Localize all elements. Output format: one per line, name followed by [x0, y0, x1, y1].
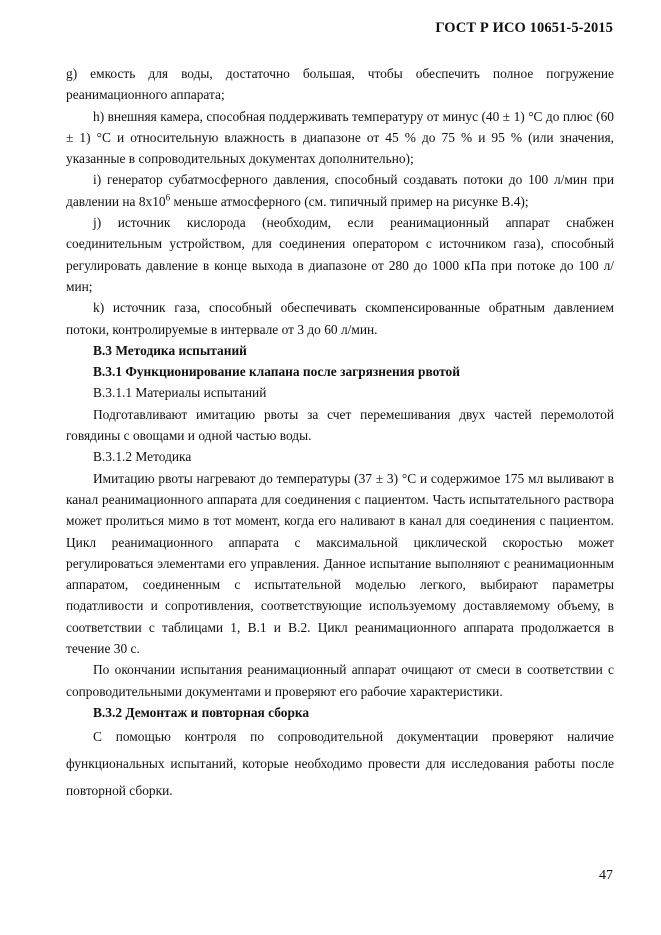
list-item-h-text: h) внешняя камера, способная поддерживать температуру от минус (40 ± 1) °С до плюс (60 ± 1) °С и относительную влажность в диапазоне от 45 % до 75 % и 95 % (или значения, указанные в сопроводительных документах дополнительно);	[66, 108, 614, 167]
section-b32-text: С помощью контроля по сопроводительной документации проверяют наличие функциональных испытаний, которые необходимо провести для исследования работы после повторной сборки.	[66, 729, 614, 799]
list-item-i-text-after: меньше атмосферного (см. типичный пример на рисунке В.4);	[170, 193, 529, 209]
list-item-i	[66, 169, 614, 212]
list-item-k-text: k) источник газа, способный обеспечивать скомпенсированные обратным давлением потоки, контролируемые в интервале от 3 до 60 л/мин.	[66, 300, 614, 337]
list-item-j	[66, 212, 614, 297]
page-number: 47	[599, 868, 613, 883]
section-heading-b3: В.3 Методика испытаний	[93, 342, 247, 358]
section-b311-text: Подготавливают имитацию рвоты за счет перемешивания двух частей перемолотой говядины с овощами и одной частью воды.	[66, 406, 614, 444]
list-item-k	[66, 297, 614, 340]
list-item-i-superscript: 6	[165, 192, 171, 203]
list-item-i-text-before: i) генератор субатмосферного давления, способный создавать потоки до 100 л/мин при давлении на 8х10	[66, 172, 614, 209]
section-heading-b31: В.3.1 Функционирование клапана после загрязнения рвотой	[93, 364, 460, 380]
section-b312-paragraph-2: По окончании испытания реанимационный аппарат очищают от смеси в соответствии с сопроводительными документами и проверяют его рабочие характеристики.	[66, 662, 614, 699]
section-heading-b312: В.3.1.2 Методика	[93, 449, 192, 465]
standard-header: ГОСТ Р ИСО 10651-5-2015	[435, 20, 613, 36]
section-heading-b32: В.3.2 Демонтаж и повторная сборка	[93, 704, 310, 720]
section-b312-paragraph-1: Имитацию рвоты нагревают до температуры (37 ± 3) °С и содержимое 175 мл выливают в канал реанимационного аппарата для соединения с пациентом. Часть испытательного раствора может пролиться мимо в тот момент, когда его наливают в канал для соединения с пациентом. Цикл реанимационного аппарата с максимальной циклической скоростью может регулироваться элементами его управления. Данное испытание выполняют с реанимационным аппаратом, соединенным с испытательной моделью легкого, выбирают параметры податливости и сопротивления, соответствующие используемому доставляемому объему, в соответствии с таблицами 1, В.1 и В.2. Цикл реанимационного аппарата продолжается в течение 30 с.	[66, 470, 614, 657]
list-item-g	[66, 63, 614, 106]
document-body	[66, 63, 614, 804]
list-item-g-text: g) емкость для воды, достаточно большая, чтобы обеспечить полное погружение реанимационного аппарата;	[66, 66, 614, 103]
list-item-j-text: j) источник кислорода (необходим, если реанимационный аппарат снабжен соединительным устройством, для соединения оператором с источником газа), способный регулировать давление в конце выхода в диапазоне от 280 до 1000 кПа при потоке до 100 л/мин;	[66, 215, 614, 294]
section-heading-b311: В.3.1.1 Материалы испытаний	[93, 385, 267, 401]
list-item-h	[66, 106, 614, 170]
